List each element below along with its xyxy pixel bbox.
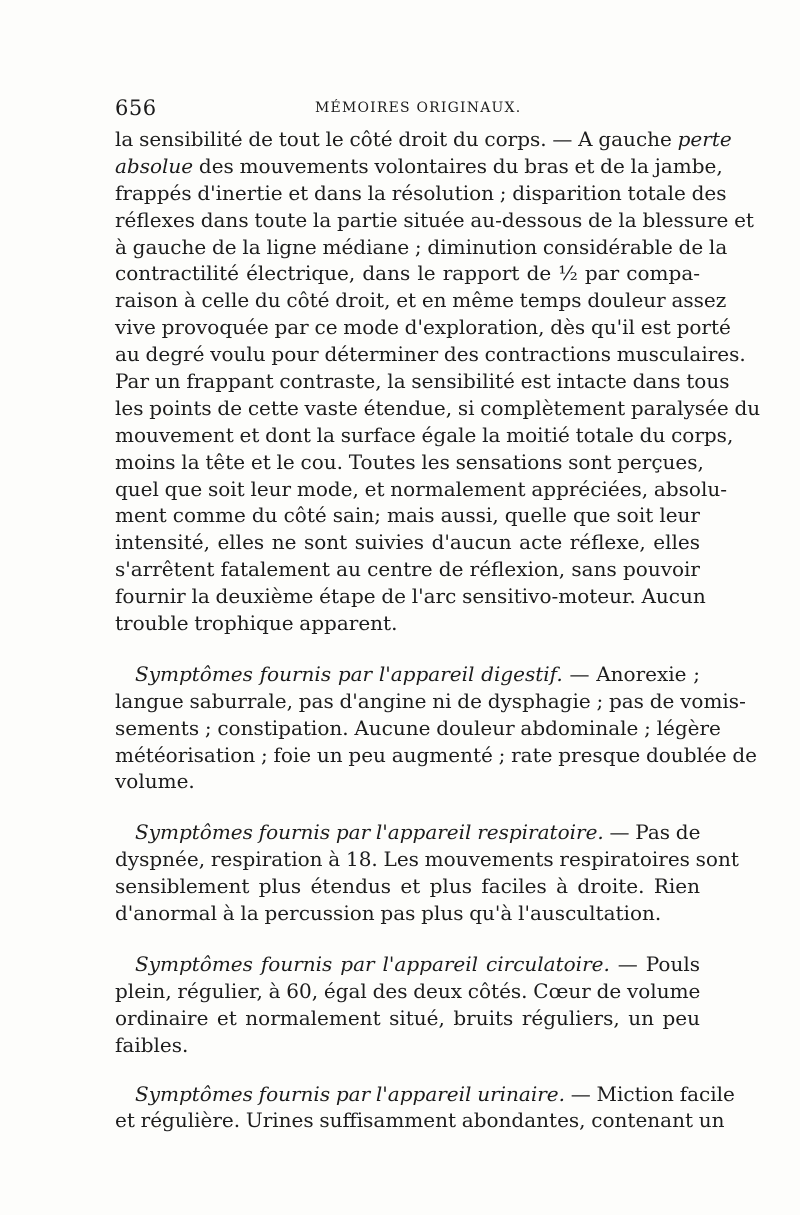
page-header: [115, 96, 700, 126]
text-line: vive provoquée par ce mode d'exploration, dès qu'il est porté: [115, 315, 731, 340]
running-head: MÉMOIRES ORIGINAUX.: [315, 100, 522, 116]
paragraph-gap: [115, 927, 700, 951]
section-heading-line: Symptômes fournis par l'appareil circulatoire. — Pouls: [135, 951, 700, 976]
section-title-urinaire: Symptômes fournis par l'appareil urinaire.: [135, 1081, 565, 1106]
page-body: [115, 126, 761, 1134]
text-line: fournir la deuxième étape de l'arc sensitivo-moteur. Aucun: [115, 584, 706, 609]
text-line: sements ; constipation. Aucune douleur abdominale ; légère: [115, 715, 721, 740]
paragraph-gap: [115, 637, 700, 661]
text-line: moins la tête et le cou. Toutes les sensations sont perçues,: [115, 449, 704, 474]
text-line: langue saburrale, pas d'angine ni de dysphagie ; pas de vomis-: [115, 688, 746, 713]
section-title-digestif: Symptômes fournis par l'appareil digestif.: [135, 661, 563, 686]
section-heading-line: Symptômes fournis par l'appareil urinaire. — Miction facile: [135, 1081, 735, 1106]
text-line: contractilité électrique, dans le rapport de ½ par compa-: [115, 261, 700, 286]
text-line: au degré voulu pour déterminer des contractions musculaires.: [115, 342, 746, 367]
text-line: frappés d'inertie et dans la résolution ; disparition totale des: [115, 180, 727, 205]
text-line: dyspnée, respiration à 18. Les mouvements respiratoires sont: [115, 847, 739, 872]
text-line: sensiblement plus étendus et plus faciles à droite. Rien: [115, 874, 700, 899]
text-line: mouvement et dont la surface égale la moitié totale du corps,: [115, 422, 734, 447]
page-number: 656: [115, 96, 157, 120]
section-heading-line: Symptômes fournis par l'appareil respiratoire. — Pas de: [135, 820, 701, 845]
paragraph-gap: [115, 1059, 700, 1081]
text-line: à gauche de la ligne médiane ; diminution considérable de la: [115, 234, 728, 259]
text-line: ordinaire et normalement situé, bruits réguliers, un peu: [115, 1005, 700, 1030]
text-line: absolue des mouvements volontaires du bras et de la jambe,: [115, 153, 723, 178]
text-line: d'anormal à la percussion pas plus qu'à l'auscultation.: [115, 901, 662, 926]
text-line: et régulière. Urines suffisamment abondantes, contenant un: [115, 1108, 725, 1133]
section-title-circulatoire: Symptômes fournis par l'appareil circulatoire.: [135, 951, 610, 976]
text-line: plein, régulier, à 60, égal des deux côtés. Cœur de volume: [115, 978, 701, 1003]
text-line: les points de cette vaste étendue, si complètement paralysée du: [115, 395, 761, 420]
text-line: raison à celle du côté droit, et en même temps douleur assez: [115, 288, 727, 313]
text-line: volume.: [115, 769, 195, 794]
section-title-respiratoire: Symptômes fournis par l'appareil respiratoire.: [135, 820, 604, 845]
paragraph-gap: [115, 795, 700, 819]
text-line: Par un frappant contraste, la sensibilité est intacte dans tous: [115, 369, 730, 394]
section-heading-line: Symptômes fournis par l'appareil digestif. — Anorexie ;: [135, 661, 700, 686]
text-line: quel que soit leur mode, et normalement appréciées, absolu-: [115, 476, 727, 501]
text-line: s'arrêtent fatalement au centre de réflexion, sans pouvoir: [115, 557, 700, 582]
text-line: météorisation ; foie un peu augmenté ; rate presque doublée de: [115, 742, 757, 767]
text-line: réflexes dans toute la partie située au-dessous de la blessure et: [115, 207, 754, 232]
text-line: trouble trophique apparent.: [115, 611, 398, 636]
text-line: faibles.: [115, 1032, 189, 1057]
text-line: intensité, elles ne sont suivies d'aucun acte réflexe, elles: [115, 530, 700, 555]
text-line: ment comme du côté sain; mais aussi, quelle que soit leur: [115, 503, 700, 528]
text-line: la sensibilité de tout le côté droit du corps. — A gauche perte: [115, 127, 732, 151]
